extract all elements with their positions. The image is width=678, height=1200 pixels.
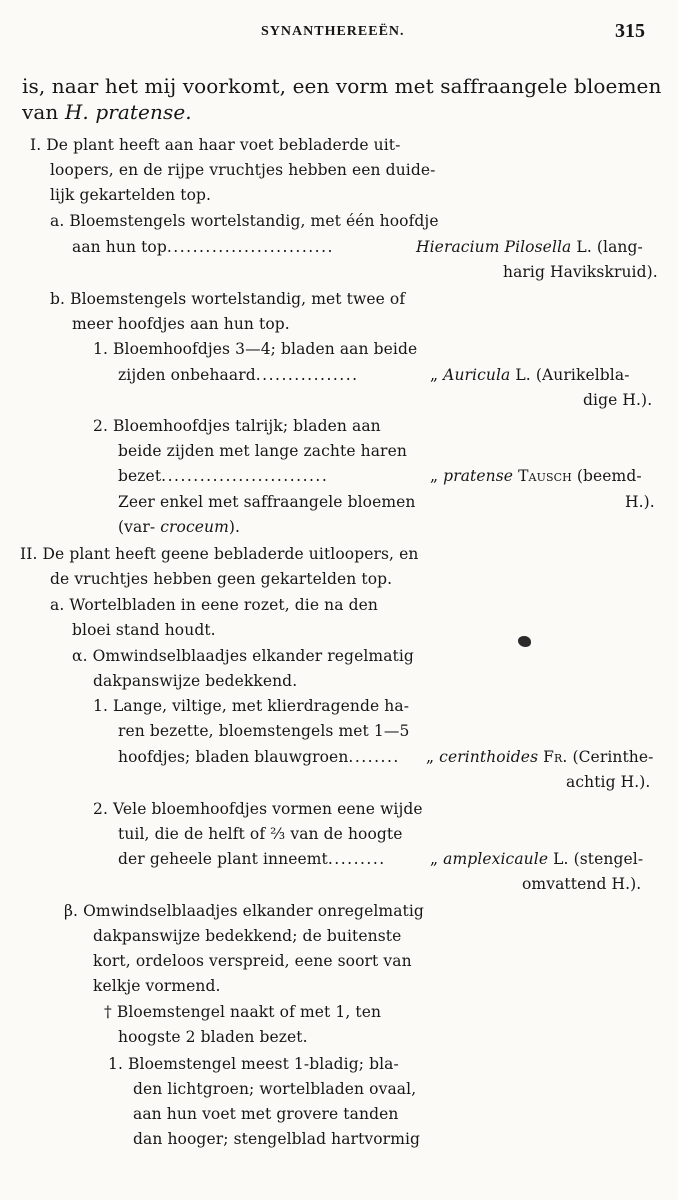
- key-Ib2-line-3: [118, 467, 401, 485]
- species-name: Hieracium Pilosella: [416, 238, 572, 256]
- species-author: L. (stengel-: [548, 850, 644, 868]
- key-beta-line-1: β. Omwindselblaadjes elkander onregelmatig: [64, 902, 424, 920]
- intro-text: van: [22, 100, 65, 124]
- page-number: 315: [615, 20, 645, 42]
- key-IIa-line-2: bloei stand houdt.: [72, 621, 216, 639]
- key-Ia-text: aan hun top: [72, 238, 167, 256]
- key-beta1-line-1: 1. Bloemstengel meest 1-bladig; bla-: [108, 1055, 399, 1073]
- key-II-line-1: II. De plant heeft geene bebladerde uitloopers, en: [20, 545, 419, 563]
- key-I-line-2: loopers, en de rijpe vruchtjes hebben een duide-: [50, 161, 436, 179]
- leader-dots: ..........................: [166, 238, 334, 256]
- key-alpha2-line-2: tuil, die de helft of ⅔ van de hoogte: [118, 825, 403, 843]
- key-beta-line-3: kort, ordeloos verspreid, eene soort van: [93, 952, 412, 970]
- species-pratense-cont: H.).: [625, 493, 655, 511]
- species-author: L. (Aurikelbla-: [510, 366, 630, 384]
- key-alpha2-line-3: [118, 850, 404, 868]
- key-Ib2-line-2: beide zijden met lange zachte haren: [118, 442, 407, 460]
- species-pilosella: [416, 238, 643, 256]
- key-Ib2-line-4: Zeer enkel met saffraangele bloemen: [118, 493, 416, 511]
- key-I-line-3: lijk gekartelden top.: [50, 186, 212, 204]
- key-Ib1-line-1: 1. Bloemhoofdjes 3—4; bladen aan beide: [93, 340, 418, 358]
- key-Ib2-line-1: 2. Bloemhoofdjes talrijk; bladen aan: [93, 417, 381, 435]
- running-header: SYNANTHEREEËN.: [261, 24, 405, 39]
- species-common: (Cerinthe-: [567, 748, 654, 766]
- key-alpha1-text: hoofdjes; bladen blauwgroen: [118, 748, 349, 766]
- key-Ib1-text: zijden onbehaard: [118, 366, 256, 384]
- species-pilosella-cont: harig Havikskruid).: [503, 263, 658, 281]
- species-cerinthoides-cont: achtig H.).: [566, 773, 651, 791]
- species-author: Fr.: [538, 748, 568, 766]
- species-amplexicaule: [430, 850, 643, 868]
- variety-suffix: ).: [228, 518, 241, 536]
- species-cerinthoides: [426, 748, 654, 766]
- species-author: L. (lang-: [571, 238, 643, 256]
- key-dagger-line-2: hoogste 2 bladen bezet.: [118, 1028, 308, 1046]
- intro-line-2: [22, 100, 192, 124]
- key-beta-line-2: dakpanswijze bedekkend; de buitenste: [93, 927, 402, 945]
- intro-species: H. pratense.: [64, 100, 192, 124]
- key-I-line-1: I. De plant heeft aan haar voet bebladerde uit-: [30, 136, 401, 154]
- species-name: Auricula: [443, 366, 511, 384]
- ink-blot: [518, 636, 531, 647]
- key-Ia-line-2: [72, 238, 403, 256]
- key-Ib2-text: bezet: [118, 467, 162, 485]
- key-alpha-line-2: dakpanswijze bedekkend.: [93, 672, 298, 690]
- variety-prefix: (var-: [118, 518, 161, 536]
- key-IIa-line-1: a. Wortelbladen in eene rozet, die na den: [50, 596, 378, 614]
- key-alpha2-line-1: 2. Vele bloemhoofdjes vormen eene wijde: [93, 800, 423, 818]
- key-alpha1-line-3: [118, 748, 412, 766]
- ditto-mark: „: [430, 366, 439, 384]
- species-common: (beemd-: [571, 467, 642, 485]
- key-Ia-line-1: a. Bloemstengels wortelstandig, met één hoofdje: [50, 212, 439, 230]
- ditto-mark: „: [426, 748, 435, 766]
- key-dagger-line-1: † Bloemstengel naakt of met 1, ten: [104, 1003, 382, 1021]
- key-alpha2-text: der geheele plant inneemt: [118, 850, 328, 868]
- ditto-mark: „: [430, 850, 439, 868]
- leader-dots: ..........................: [161, 467, 329, 485]
- species-auricula-cont: dige H.).: [583, 391, 653, 409]
- species-auricula: [430, 366, 630, 384]
- key-alpha1-line-1: 1. Lange, viltige, met klierdragende ha-: [93, 697, 410, 715]
- species-author: Tausch: [513, 467, 572, 485]
- key-Ib1-line-2: [118, 366, 408, 384]
- key-Ib2-line-5: [118, 518, 240, 536]
- key-alpha1-line-2: ren bezette, bloemstengels met 1—5: [118, 722, 410, 740]
- key-II-line-2: de vruchtjes hebben geen gekartelden top.: [50, 570, 393, 588]
- key-beta-line-4: kelkje vormend.: [93, 977, 221, 995]
- leader-dots: ................: [255, 366, 359, 384]
- key-Ib-line-1: b. Bloemstengels wortelstandig, met twee of: [50, 290, 406, 308]
- key-beta1-line-4: dan hooger; stengelblad hartvormig: [133, 1130, 421, 1148]
- key-beta1-line-3: aan hun voet met grovere tanden: [133, 1105, 399, 1123]
- species-name: pratense: [443, 467, 514, 485]
- key-alpha-line-1: α. Omwindselblaadjes elkander regelmatig: [72, 647, 414, 665]
- key-beta1-line-2: den lichtgroen; wortelbladen ovaal,: [133, 1080, 417, 1098]
- leader-dots: .........: [327, 850, 386, 868]
- intro-line-1: is, naar het mij voorkomt, een vorm met saffraangele bloemen: [22, 74, 662, 98]
- key-Ib-line-2: meer hoofdjes aan hun top.: [72, 315, 290, 333]
- species-pratense: [430, 467, 642, 485]
- ditto-mark: „: [430, 467, 439, 485]
- leader-dots: ........: [348, 748, 400, 766]
- species-amplexicaule-cont: omvattend H.).: [522, 875, 642, 893]
- species-name: cerinthoides: [439, 748, 539, 766]
- species-name: amplexicaule: [443, 850, 549, 868]
- variety-name: croceum: [160, 518, 229, 536]
